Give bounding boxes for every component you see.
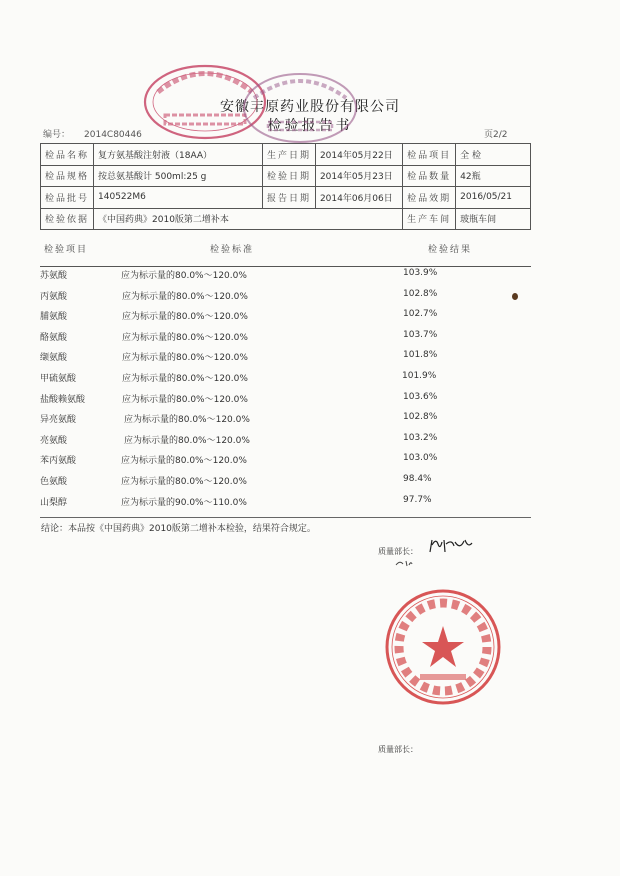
- serial-number: [43, 127, 142, 140]
- conclusion-text: 结论：本品按《中国药典》2010版第二增补本检验，结果符合规定。: [41, 524, 316, 534]
- item-result: 97.7%: [403, 494, 432, 505]
- item-standard: 应为标示量的80.0%～120.0%: [122, 394, 248, 405]
- company-name: 安徽丰原药业股份有限公司: [220, 99, 400, 115]
- item-name: 色氨酸: [40, 476, 68, 487]
- item-standard: 应为标示量的90.0%～110.0%: [121, 497, 247, 508]
- value-test-items: 全 检: [456, 144, 531, 166]
- quality-manager-label-bottom: 质量部长：: [378, 745, 418, 754]
- item-result: 103.9%: [403, 268, 438, 278]
- item-name: 异亮氨酸: [40, 415, 77, 426]
- result-row: [0, 303, 620, 324]
- table-row: [41, 165, 531, 187]
- label-test-items: 检品项目: [403, 144, 456, 166]
- value-workshop: 玻瓶车间: [456, 208, 531, 230]
- value-production-date: 2014年05月22日: [315, 144, 402, 166]
- item-standard: 应为标示量的80.0%～120.0%: [122, 312, 248, 323]
- item-name: 山梨醇: [40, 497, 68, 508]
- quality-manager-label: 质量部长：: [378, 547, 418, 556]
- label-specification: 检品规格: [41, 165, 94, 187]
- serial-label: 编号：: [43, 130, 71, 140]
- table-row: [41, 144, 531, 166]
- result-row: [0, 427, 620, 448]
- signature-icon: [428, 536, 474, 556]
- item-standard: 应为标示量的80.0%～120.0%: [121, 271, 247, 281]
- table-row: [41, 208, 531, 230]
- result-row: [0, 406, 620, 427]
- serial-value: 2014C80446: [84, 130, 142, 140]
- result-row: [0, 283, 620, 304]
- label-production-date: 生产日期: [262, 144, 315, 166]
- item-standard: 应为标示量的80.0%～120.0%: [121, 476, 247, 487]
- item-standard: 应为标示量的80.0%～120.0%: [124, 415, 250, 426]
- value-quantity: 42瓶: [456, 165, 531, 187]
- result-row: [0, 344, 620, 365]
- paper-stain: [512, 293, 518, 300]
- item-result: 103.6%: [403, 391, 438, 402]
- table-bottom-divider: [40, 517, 531, 518]
- red-company-seal-icon: [384, 588, 502, 706]
- value-batch-number: 140522M6: [94, 187, 263, 209]
- result-row: [0, 468, 620, 489]
- result-row: [0, 489, 620, 510]
- item-standard: 应为标示量的80.0%～120.0%: [122, 332, 248, 343]
- column-standard: 检验标准: [210, 245, 255, 255]
- item-standard: 应为标示量的80.0%～120.0%: [124, 435, 250, 446]
- item-name: 丙氨酸: [40, 291, 68, 302]
- report-title: 检验报告书: [267, 118, 353, 134]
- label-batch-number: 检品批号: [41, 187, 94, 209]
- item-name: 脯氨酸: [40, 312, 68, 323]
- item-name: 亮氨酸: [40, 435, 68, 446]
- value-expiry: 2016/05/21: [456, 187, 531, 209]
- item-standard: 应为标示量的80.0%～120.0%: [122, 373, 248, 384]
- item-name: 甲硫氨酸: [40, 373, 77, 384]
- value-specification: 按总氨基酸计 500ml:25 g: [94, 165, 263, 187]
- result-row: [0, 365, 620, 386]
- label-test-basis: 检验依据: [41, 208, 94, 230]
- label-workshop: 生产车间: [403, 208, 456, 230]
- item-name: 苏氨酸: [40, 271, 68, 281]
- item-result: 102.8%: [403, 412, 438, 423]
- label-report-date: 报告日期: [262, 187, 315, 209]
- item-result: 101.8%: [403, 350, 438, 361]
- item-result: 103.0%: [403, 453, 438, 464]
- item-result: 102.7%: [403, 309, 438, 320]
- sample-info-table: [40, 143, 531, 230]
- result-row: [0, 324, 620, 345]
- table-row: [41, 187, 531, 209]
- label-expiry: 检品效期: [403, 187, 456, 209]
- item-name: 缬氨酸: [40, 353, 68, 364]
- label-test-date: 检验日期: [262, 165, 315, 187]
- item-name: 酪氨酸: [40, 332, 68, 343]
- item-result: 102.8%: [403, 288, 438, 299]
- item-result: 103.7%: [403, 329, 438, 340]
- value-product-name: 复方氨基酸注射液（18AA）: [94, 144, 263, 166]
- item-name: 盐酸赖氨酸: [40, 394, 86, 405]
- label-quantity: 检品数量: [403, 165, 456, 187]
- item-result: 98.4%: [403, 473, 432, 484]
- value-report-date: 2014年06月06日: [315, 187, 402, 209]
- value-test-date: 2014年05月23日: [315, 165, 402, 187]
- item-standard: 应为标示量的80.0%～120.0%: [121, 456, 247, 467]
- item-standard: 应为标示量的80.0%～120.0%: [122, 353, 248, 364]
- result-row: [0, 447, 620, 468]
- handwriting-mark-icon: [395, 559, 413, 567]
- label-product-name: 检品名称: [41, 144, 94, 166]
- result-row: [0, 262, 620, 283]
- results-list: [0, 262, 620, 509]
- item-name: 苯丙氨酸: [40, 456, 77, 467]
- item-result: 101.9%: [402, 370, 437, 381]
- page-number: 页2/2: [484, 130, 508, 140]
- result-row: [0, 386, 620, 407]
- company-seal-top2-icon: [240, 68, 360, 148]
- item-result: 103.2%: [403, 432, 438, 443]
- value-test-basis: 《中国药典》2010版第二增补本: [94, 208, 403, 230]
- column-result: 检验结果: [428, 245, 473, 255]
- column-item: 检验项目: [44, 245, 89, 255]
- item-standard: 应为标示量的80.0%～120.0%: [122, 291, 248, 302]
